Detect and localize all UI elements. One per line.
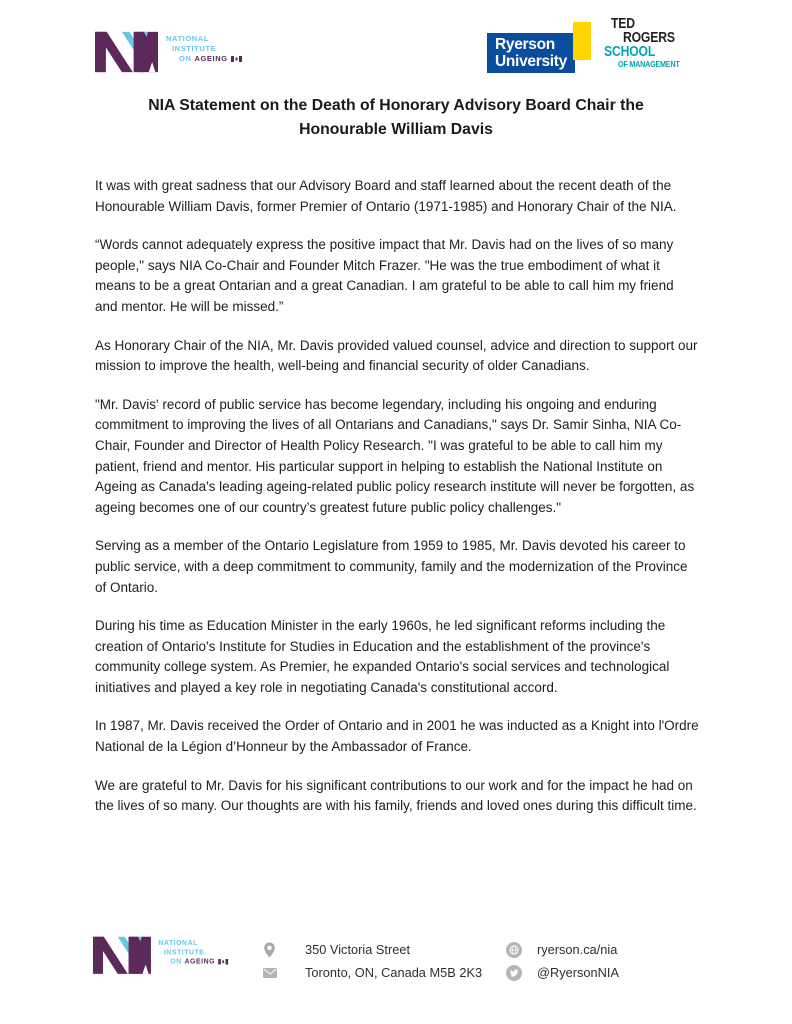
page-title-text: NIA Statement on the Death of Honorary Advisory Board Chair the Honourable William Davis <box>148 97 644 138</box>
ryerson-logo-line2: University <box>495 52 567 70</box>
ryerson-university-logo <box>487 22 591 74</box>
ryerson-logo-line1: Ryerson <box>495 36 555 53</box>
globe-icon <box>506 938 526 961</box>
nia-wordmark-icon <box>93 936 151 975</box>
nia-logo-line2: INSTITUTE <box>172 44 217 53</box>
nia-logo-on: ON <box>170 957 182 966</box>
paragraph: In 1987, Mr. Davis received the Order of Ontario and in 2001 he was inducted as a Knight into l'Ordre National de la Légion d’Honneur by the Ambassador of France. <box>95 718 699 755</box>
envelope-icon <box>263 961 283 984</box>
nia-logo-line1: NATIONAL <box>158 938 198 948</box>
nia-logo-line2: INSTITUTE <box>163 947 205 957</box>
paragraph: "Mr. Davis' record of public service has become legendary, including his ongoing and enduring commitment to improving the lives of all Ontarians and Canadians," says Dr. Samir Sinha, NIA Co-Chair, Founder and Director of Health Policy Research. "I was grateful to be able to call him my patient, friend and mentor. His particular support in helping to establish the National Institute on Ageing as Canada's leading ageing-related public policy research institute will never be forgotten, as ageing becomes one of our country’s greatest future public policy challenges." <box>95 396 695 515</box>
address-line1: 350 Victoria Street <box>305 942 411 957</box>
website-link[interactable]: ryerson.ca/nia <box>537 942 618 957</box>
footer-link-icons <box>506 938 526 984</box>
paragraph: “Words cannot adequately express the positive impact that Mr. Davis had on the lives of so many people," says NIA Co-Chair and Founder Mitch Frazer. "He was the true embodiment of what it means to be a great Ontarian and a great Canadian. I am grateful to be able to call him my friend and mentor. He will be missed.” <box>95 237 674 314</box>
nia-logo-line3 <box>170 957 228 966</box>
footer-address <box>305 938 482 984</box>
nia-logo-ageing: AGEING <box>194 54 228 63</box>
ryerson-logo-bluebox <box>487 33 575 73</box>
statement-body <box>95 176 699 835</box>
address-line2: Toronto, ON, Canada M5B 2K3 <box>305 965 483 980</box>
nia-logo-text <box>166 34 242 64</box>
ted-rogers-school-logo <box>604 17 724 69</box>
nia-logo-line1: NATIONAL <box>166 34 209 43</box>
ted-logo-line4: OF MANAGEMENT <box>618 59 680 69</box>
twitter-handle-link[interactable]: @RyersonNIA <box>537 965 619 980</box>
nia-wordmark-icon <box>95 31 158 73</box>
canada-flag-icon <box>218 959 228 965</box>
paragraph: As Honorary Chair of the NIA, Mr. Davis provided valued counsel, advice and direction to support our mission to improve the health, well-being and financial security of older Canadians. <box>95 337 698 374</box>
nia-logo-footer <box>93 936 228 975</box>
paragraph: During his time as Education Minister in the early 1960s, he led significant reforms including the creation of Ontario's Institute for Studies in Education and the establishment of the province's community college system. As Premier, he expanded Ontario's social services and technological initiatives and played a key role in negotiating Canada's constitutional accord. <box>95 618 670 695</box>
twitter-icon <box>506 961 526 984</box>
nia-logo-ageing: AGEING <box>184 957 216 966</box>
nia-logo-text <box>158 939 228 967</box>
page-title <box>0 94 792 142</box>
ted-logo-line3: SCHOOL <box>604 44 656 60</box>
footer-links <box>537 938 619 984</box>
ted-logo-line1: TED <box>611 16 635 32</box>
paragraph: It was with great sadness that our Advisory Board and staff learned about the recent death of the Honourable William Davis, former Premier of Ontario (1971-1985) and Honorary Chair of the NIA. <box>95 178 677 214</box>
footer <box>0 928 792 998</box>
footer-address-icons <box>263 938 283 984</box>
location-pin-icon <box>263 938 283 961</box>
paragraph: We are grateful to Mr. Davis for his significant contributions to our work and for the impact he had on the lives of so many. Our thoughts are with his family, friends and loved ones during this difficult time. <box>95 777 697 814</box>
ted-logo-line2: ROGERS <box>623 30 675 46</box>
ryerson-logo-yellowbar <box>573 22 591 60</box>
nia-logo-line3 <box>179 54 242 64</box>
paragraph: Serving as a member of the Ontario Legislature from 1959 to 1985, Mr. Davis devoted his career to public service, with a deep commitment to community, family and the modernization of the Province of Ontario. <box>95 538 688 595</box>
canada-flag-icon <box>231 56 242 62</box>
nia-logo-on: ON <box>179 54 192 63</box>
nia-logo <box>95 31 242 73</box>
